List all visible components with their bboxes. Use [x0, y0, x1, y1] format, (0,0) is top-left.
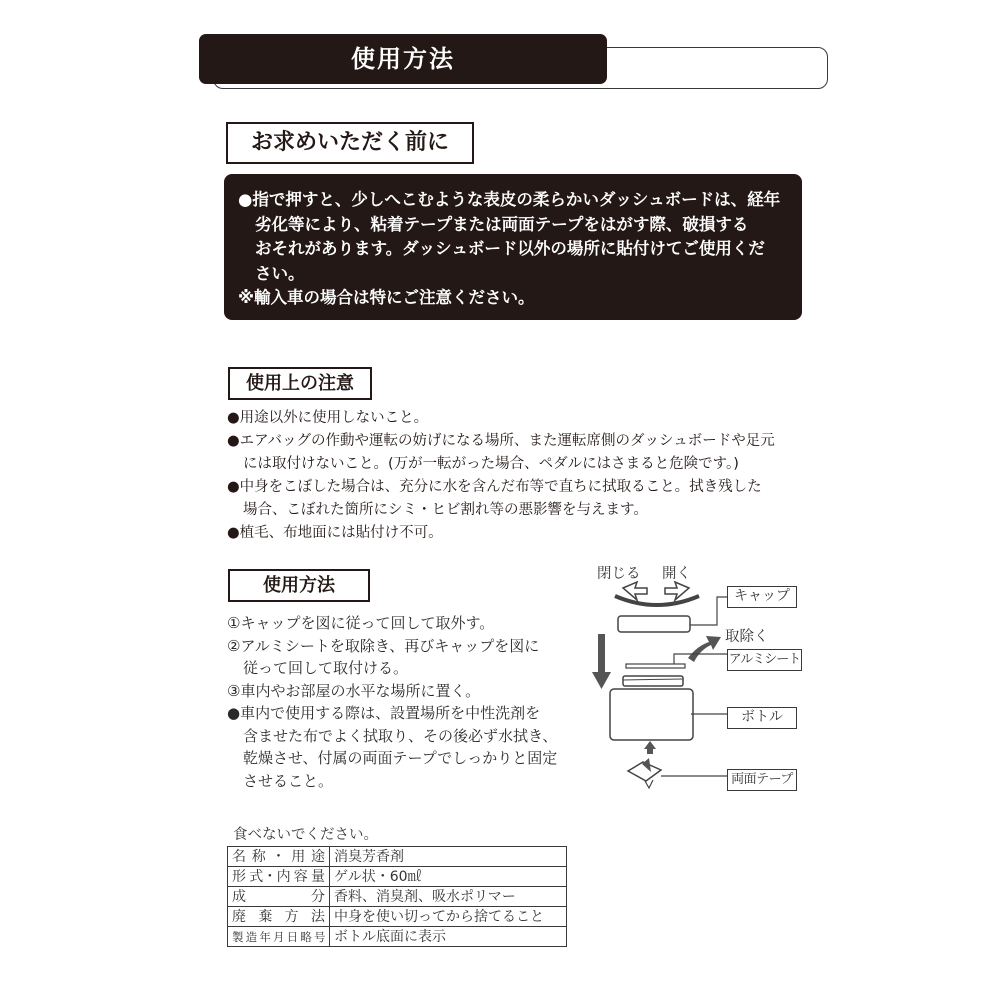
spec-key: 成分: [228, 887, 330, 907]
close-label: 閉じる: [597, 566, 641, 582]
caution-item: [227, 430, 817, 476]
table-row: [228, 867, 567, 887]
warning-box: [224, 174, 802, 320]
usage-note-cont: させること。: [243, 771, 334, 790]
caution-line: ●植毛、布地面には貼付け不可。: [227, 525, 443, 541]
up-arrow-icon: [644, 741, 656, 754]
import-car-note: ※輸入車の場合は特にご注意ください。: [238, 288, 535, 307]
spec-key: 廃棄方法: [228, 907, 330, 927]
warning-line: ●指で押すと、少しへこむような表皮の柔らかいダッシュボードは、経年: [238, 190, 781, 209]
label-double-tape: 両面テープ: [727, 769, 797, 791]
caution-item: [227, 476, 817, 522]
table-row: [228, 847, 567, 867]
table-row: [228, 887, 567, 907]
caution-title: 使用上の注意: [228, 367, 372, 400]
remove-label: 取除く: [725, 629, 769, 645]
usage-step: ②アルミシートを取除き、再びキャップを図に: [227, 636, 540, 655]
usage-step-cont: 従って回して取付ける。: [243, 659, 409, 677]
usage-note-cont: 含ませた布でよく拭取り、その後必ず水拭き、: [243, 726, 558, 745]
before-purchase-title: お求めいただく前に: [226, 122, 474, 164]
alum-sheet-shape: [626, 664, 685, 668]
spec-table: [227, 846, 567, 947]
do-not-eat-note: 食べないでください。: [233, 827, 378, 843]
spec-key: 製造年月日略号: [228, 927, 330, 947]
label-cap: キャップ: [727, 586, 797, 608]
spec-value: ゲル状・60㎖: [330, 867, 567, 887]
down-arrow-icon: [592, 634, 611, 689]
caution-item: [227, 522, 817, 545]
caution-line: ●中身をこぼした場合は、充分に水を含んだ布等で直ちに拭取ること。拭き残した: [227, 479, 762, 495]
spec-value: 中身を使い切ってから捨てること: [330, 907, 567, 927]
usage-step: ③車内やお部屋の水平な場所に置く。: [227, 681, 481, 700]
label-bottle: ボトル: [727, 707, 797, 729]
caution-line: には取付けないこと。(万が一転がった場合、ペダルにはさまると危険です。): [243, 456, 739, 472]
table-row: [228, 907, 567, 927]
spec-value: 消臭芳香剤: [330, 847, 567, 867]
usage-note-cont: 乾燥させ、付属の両面テープでしっかりと固定: [243, 749, 558, 767]
caution-list: [227, 407, 817, 545]
page-title: 使用方法: [351, 45, 455, 73]
warning-line: 劣化等により、粘着テープまたは両面テープをはがす際、破損する: [255, 214, 749, 234]
spec-value: ボトル底面に表示: [330, 927, 567, 947]
label-alum-sheet: アルミシート: [727, 649, 802, 671]
usage-step: ①キャップを図に従って回して取外す。: [227, 614, 495, 632]
assembly-diagram: [585, 558, 815, 808]
spec-key: 形式･内容量: [228, 867, 330, 887]
bottle-neck: [623, 676, 683, 686]
double-tape-icon: [628, 758, 661, 788]
caution-item: [227, 407, 817, 430]
remove-arrow-icon: [688, 636, 721, 662]
caution-line: ●エアバッグの作動や運転の妨げになる場所、また運転席側のダッシュボードや足元: [227, 433, 775, 449]
warning-line: おそれがあります。ダッシュボード以外の場所に貼付けてご使用くだ: [255, 239, 765, 258]
bottle-shape: [610, 689, 693, 740]
usage-note: ●車内で使用する際は、設置場所を中性洗剤を: [227, 704, 541, 722]
usage-steps: [227, 612, 587, 792]
warning-text: [238, 188, 794, 311]
warning-line: さい。: [255, 263, 305, 283]
spec-key: 名称・用途: [228, 847, 330, 867]
table-row: [228, 927, 567, 947]
open-label: 開く: [662, 566, 691, 582]
caution-line: 場合、こぼれた箇所にシミ・ヒビ割れ等の悪影響を与えます。: [243, 502, 648, 518]
cap-shape: [618, 616, 690, 632]
usage-title: 使用方法: [228, 569, 370, 602]
rotate-arrow-icon: [615, 582, 699, 605]
caution-line: ●用途以外に使用しないこと。: [227, 410, 429, 426]
spec-value: 香料、消臭剤、吸水ポリマー: [330, 887, 567, 907]
